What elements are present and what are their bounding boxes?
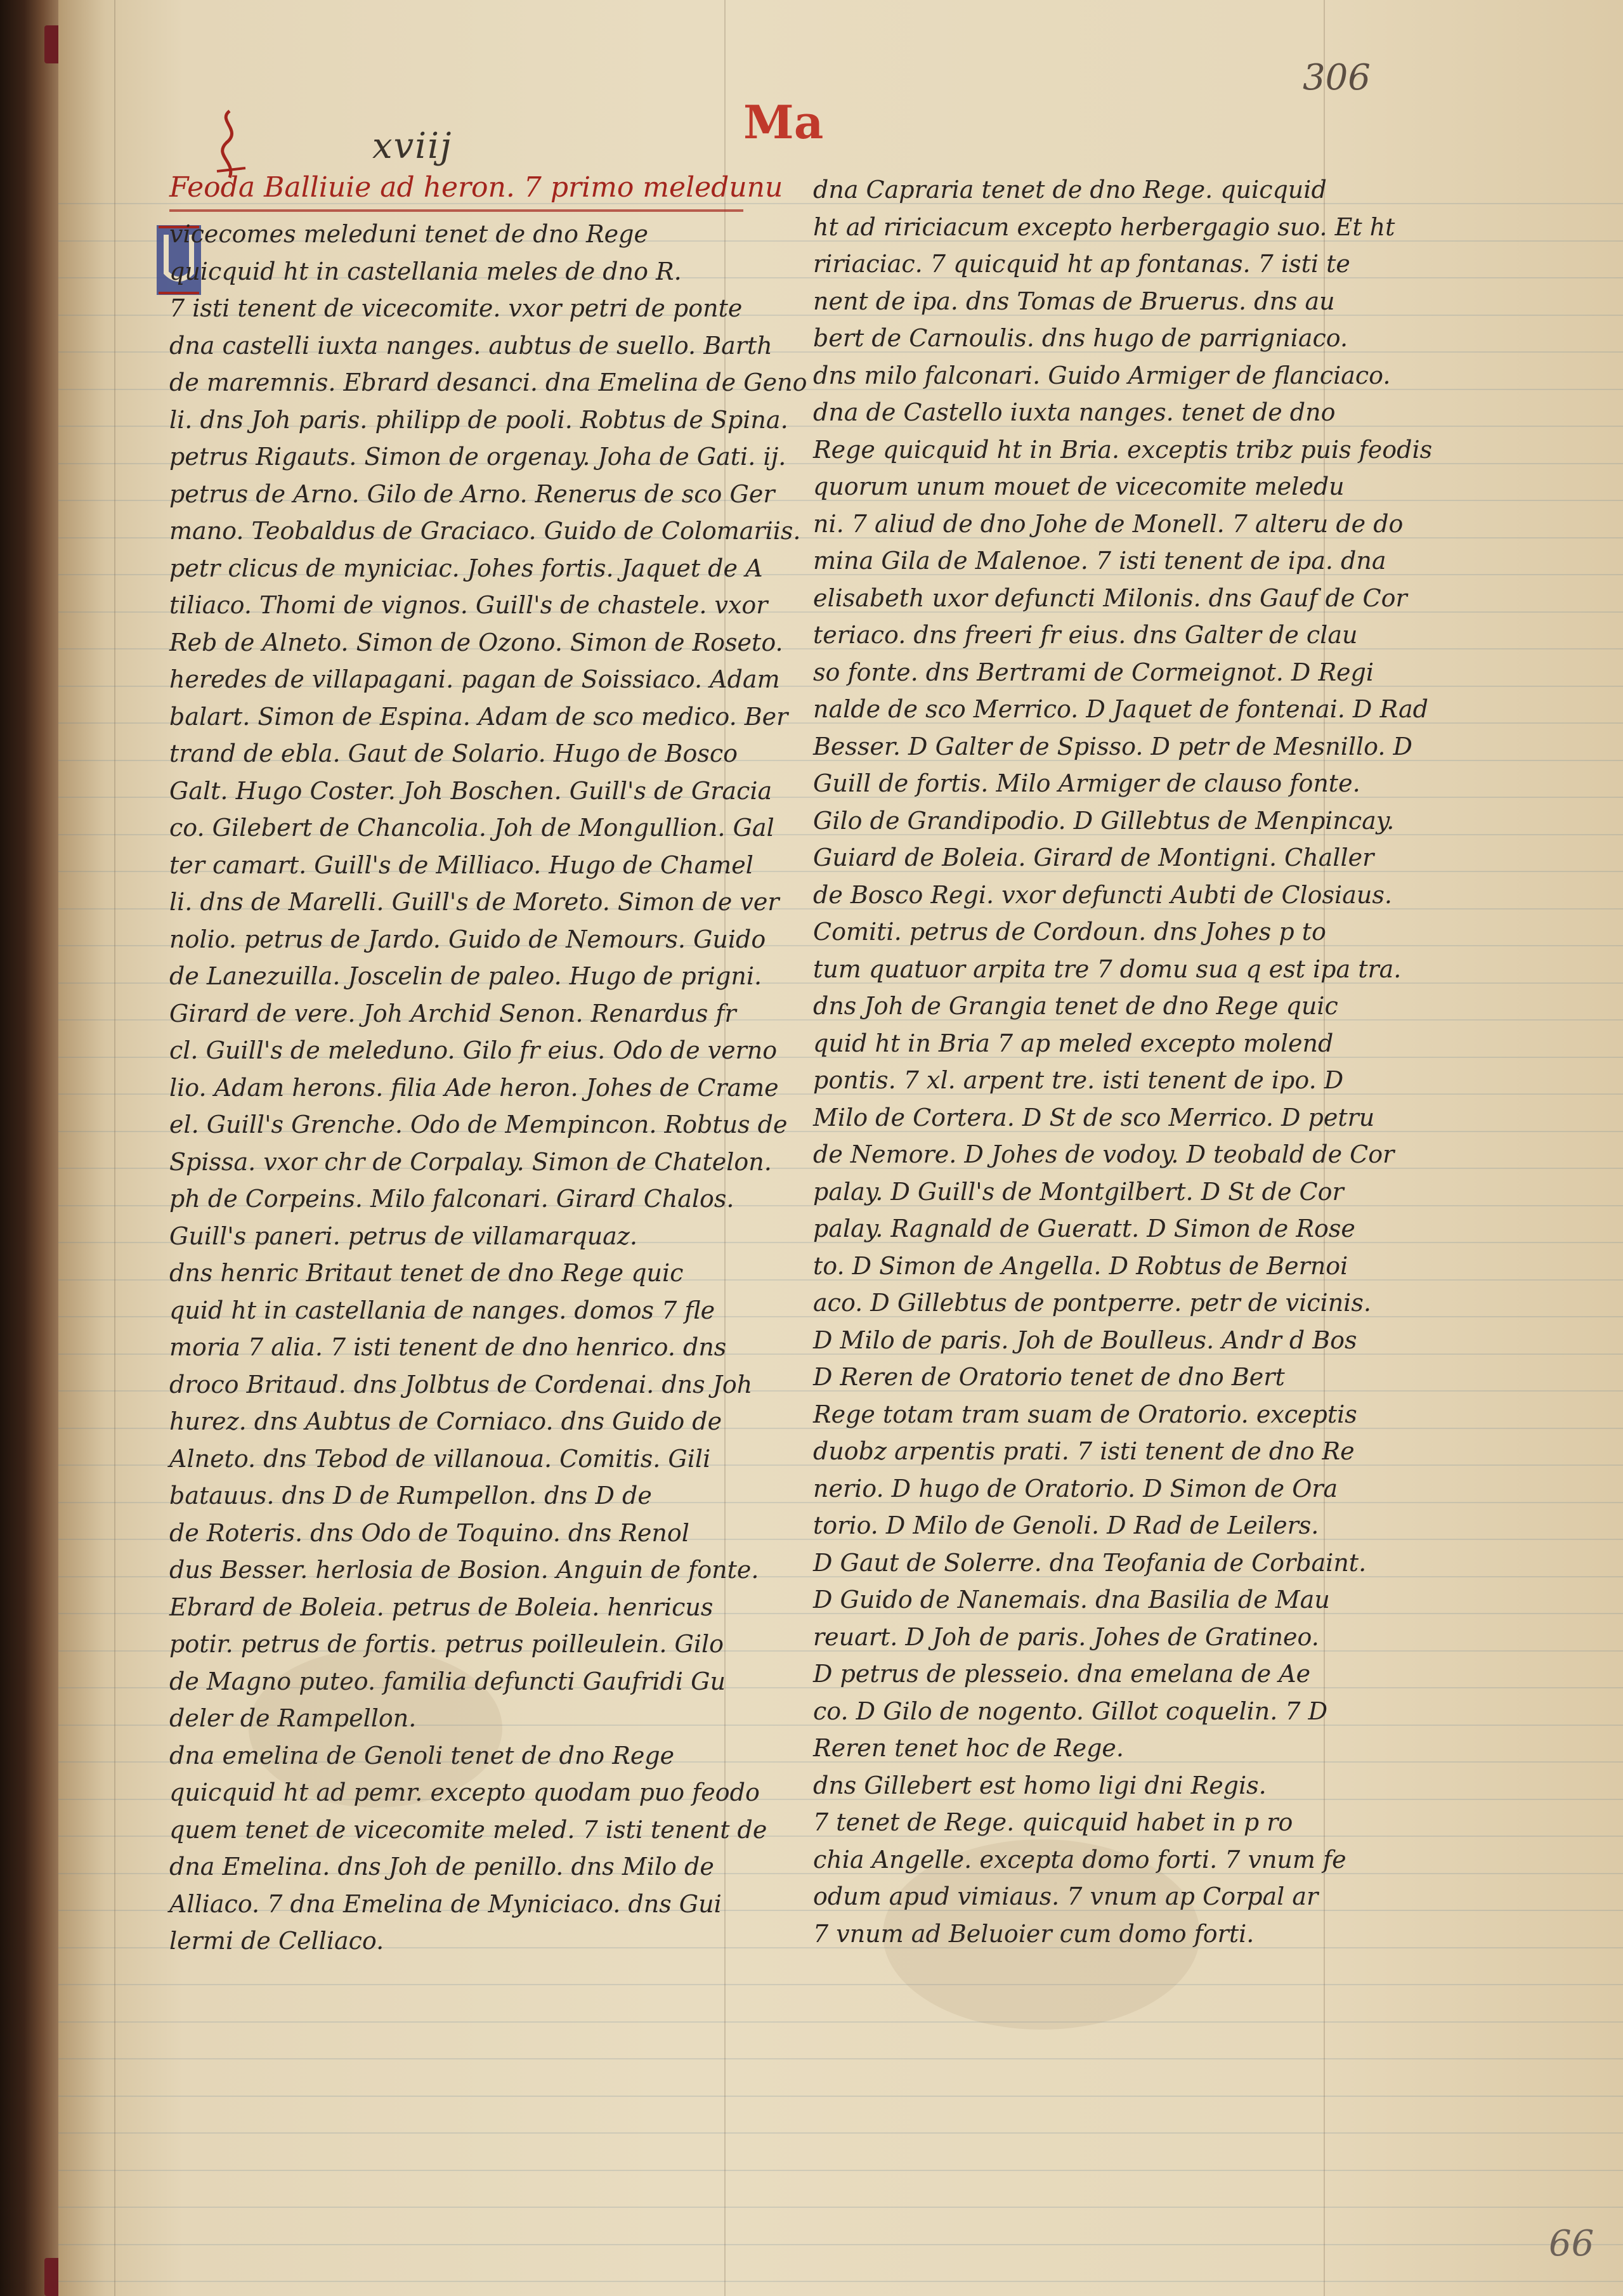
text-line: potir. petrus de fortis. petrus poilleulein. Gilo [169, 1630, 724, 1658]
ruling-line [58, 2281, 1623, 2282]
text-line: bert de Carnoulis. dns hugo de parrigniaco. [813, 324, 1348, 352]
text-line: Spissa. vxor chr de Corpalay. Simon de Chatelon. [169, 1147, 772, 1176]
text-line: el. Guill's Grenche. Odo de Mempincon. Robtus de [169, 1111, 788, 1138]
text-line: elisabeth uxor defuncti Milonis. dns Gauf de Cor [813, 584, 1407, 612]
text-line: mina Gila de Malenoe. 7 isti tenent de ipa. dna [813, 547, 1386, 575]
text-line: Alliaco. 7 dna Emelina de Myniciaco. dns Gui [169, 1889, 722, 1918]
text-line: de maremnis. Ebrard desanci. dna Emelina de Geno [169, 369, 807, 396]
left-text-column [169, 216, 807, 1960]
book-binding [0, 0, 60, 2296]
text-line: nent de ipa. dns Tomas de Bruerus. dns au [813, 287, 1335, 315]
text-line: odum apud vimiaus. 7 vnum ap Corpal ar [813, 1882, 1319, 1910]
text-line: de Roteris. dns Odo de Toquino. dns Renol [169, 1518, 689, 1547]
text-line: ririaciac. 7 quicquid ht ap fontanas. 7 isti te [813, 250, 1350, 278]
text-line: moria 7 alia. 7 isti tenent de dno henrico. dns [169, 1333, 727, 1361]
text-line: Alneto. dns Tebod de villanoua. Comitis. Gili [169, 1444, 711, 1473]
text-line: D Gaut de Solerre. dna Teofania de Corbaint. [813, 1548, 1367, 1577]
text-line: Galt. Hugo Coster. Joh Boschen. Guill's de Gracia [169, 776, 772, 805]
text-line: quid ht in Bria 7 ap meled excepto molend [813, 1029, 1334, 1057]
text-line: torio. D Milo de Genoli. D Rad de Leilers. [813, 1511, 1319, 1539]
folio-number-top: 306 [1303, 57, 1371, 98]
text-line: Guiard de Boleia. Girard de Montigni. Challer [813, 844, 1374, 871]
text-line: Milo de Cortera. D St de sco Merrico. D petru [813, 1103, 1375, 1132]
text-line: Comiti. petrus de Cordoun. dns Johes p to [813, 918, 1326, 946]
text-line: palay. Ragnald de Gueratt. D Simon de Rose [813, 1215, 1355, 1243]
text-line: de Lanezuilla. Joscelin de paleo. Hugo de prigni. [169, 962, 762, 990]
left-margin-rule [114, 0, 115, 2296]
text-line: aco. D Gillebtus de pontperre. petr de vicinis. [813, 1289, 1371, 1317]
text-line: chia Angelle. excepta domo forti. 7 vnum fe [813, 1845, 1346, 1874]
text-line: palay. D Guill's de Montgilbert. D St de Cor [813, 1177, 1344, 1206]
ruling-line [58, 2170, 1623, 2171]
text-line: D petrus de plesseio. dna emelana de Ae [813, 1660, 1311, 1688]
text-line: hurez. dns Aubtus de Corniaco. dns Guido de [169, 1407, 722, 1435]
text-line: dna castelli iuxta nanges. aubtus de suello. Barth [169, 331, 772, 360]
text-line: balart. Simon de Espina. Adam de sco medico. Ber [169, 702, 788, 731]
text-line: trand de ebla. Gaut de Solario. Hugo de Bosco [169, 740, 738, 767]
text-line: de Magno puteo. familia defuncti Gaufridi Gu [169, 1667, 726, 1695]
text-line: ht ad ririciacum excepto herbergagio suo. Et ht [813, 212, 1395, 241]
text-line: quem tenet de vicecomite meled. 7 isti tenent de [169, 1815, 767, 1844]
ruling-line [58, 2244, 1623, 2245]
text-line: nolio. petrus de Jardo. Guido de Nemours. Guido [169, 925, 766, 953]
text-line: Reb de Alneto. Simon de Ozono. Simon de Roseto. [169, 628, 783, 656]
text-line: dna Capraria tenet de dno Rege. quicquid [813, 176, 1327, 204]
text-line: D Milo de paris. Joh de Boulleus. Andr d Bos [813, 1326, 1357, 1354]
text-line: dns henric Britaut tenet de dno Rege quic [169, 1259, 684, 1287]
text-line: Reren tenet hoc de Rege. [813, 1734, 1124, 1762]
text-line: vicecomes meleduni tenet de dno Rege [169, 220, 648, 248]
text-line: Guill's paneri. petrus de villamarquaz. [169, 1222, 637, 1250]
text-line: duobz arpentis prati. 7 isti tenent de dno Re [813, 1437, 1355, 1465]
text-line: batauus. dns D de Rumpellon. dns D de [169, 1482, 652, 1510]
text-line: de Bosco Regi. vxor defuncti Aubti de Closiaus. [813, 880, 1392, 909]
text-line: Besser. D Galter de Spisso. D petr de Mesnillo. D [813, 732, 1412, 760]
text-line: deler de Rampellon. [169, 1704, 417, 1732]
ruling-line [58, 2207, 1623, 2208]
text-line: ter camart. Guill's de Milliaco. Hugo de Chamel [169, 851, 753, 879]
text-line: nerio. D hugo de Oratorio. D Simon de Ora [813, 1474, 1338, 1503]
text-line: pontis. 7 xl. arpent tre. isti tenent de ipo. D [813, 1066, 1344, 1094]
ruling-line [58, 2058, 1623, 2059]
text-line: quicquid ht in castellania meles de dno R. [169, 257, 682, 285]
text-line: droco Britaud. dns Jolbtus de Cordenai. dns Joh [169, 1370, 753, 1399]
text-line: dns milo falconari. Guido Armiger de flanciaco. [813, 361, 1391, 389]
text-line: to. D Simon de Angella. D Robtus de Bernoi [813, 1251, 1348, 1280]
right-text-column [813, 171, 1433, 1952]
text-line: Rege quicquid ht in Bria. exceptis tribz puis feodis [813, 435, 1433, 464]
text-line: lermi de Celliaco. [169, 1927, 384, 1955]
text-line: Girard de vere. Joh Archid Senon. Renardus fr [169, 999, 736, 1027]
text-line: quid ht in castellania de nanges. domos 7 fle [169, 1296, 715, 1324]
text-line: dna de Castello iuxta nanges. tenet de dno [813, 398, 1336, 426]
folio-number-bottom: 66 [1549, 2223, 1594, 2264]
text-line: petrus de Arno. Gilo de Arno. Renerus de sco Ger [169, 479, 775, 508]
ruling-line [58, 2096, 1623, 2097]
text-line: petrus Rigauts. Simon de orgenay. Joha de Gati. ij. [169, 443, 786, 471]
manuscript-page [58, 0, 1623, 2296]
text-line: so fonte. dns Bertrami de Cormeignot. D Regi [813, 658, 1374, 686]
mid-rubric-mark: Ma [743, 95, 824, 149]
text-line: reuart. D Joh de paris. Johes de Gratineo. [813, 1622, 1319, 1651]
text-line: co. D Gilo de nogento. Gillot coquelin. 7 D [813, 1697, 1328, 1725]
text-line: 7 vnum ad Beluoier cum domo forti. [813, 1919, 1255, 1948]
text-line: dna Emelina. dns Joh de penillo. dns Milo de [169, 1853, 714, 1881]
text-line: Ebrard de Boleia. petrus de Boleia. henricus [169, 1593, 714, 1621]
text-line: quorum unum mouet de vicecomite meledu [813, 473, 1345, 500]
text-line: tum quatuor arpita tre 7 domu sua q est ipa tra. [813, 955, 1402, 983]
text-line: Gilo de Grandipodio. D Gillebtus de Menpincay. [813, 806, 1395, 835]
text-line: dus Besser. herlosia de Bosion. Anguin de fonte. [169, 1556, 759, 1584]
text-line: dna emelina de Genoli tenet de dno Rege [169, 1741, 675, 1770]
text-line: heredes de villapagani. pagan de Soissiaco. Adam [169, 665, 780, 693]
text-line: mano. Teobaldus de Graciaco. Guido de Colomariis. [169, 517, 801, 545]
text-line: petr clicus de myniciac. Johes fortis. Jaquet de A [169, 554, 763, 582]
text-line: 7 tenet de Rege. quicquid habet in p ro [813, 1808, 1293, 1836]
text-line: de Nemore. D Johes de vodoy. D teobald de Cor [813, 1140, 1395, 1168]
rubric-underline [169, 209, 743, 212]
ruling-line [58, 1984, 1623, 1985]
text-line: cl. Guill's de meleduno. Gilo fr eius. Odo de verno [169, 1036, 778, 1064]
text-line: quicquid ht ad pemr. excepto quodam puo feodo [169, 1778, 760, 1806]
text-line: nalde de sco Merrico. D Jaquet de fontenai. D Rad [813, 695, 1428, 723]
text-line: ni. 7 aliud de dno Johe de Monell. 7 alteru de do [813, 509, 1404, 538]
text-line: D Reren de Oratorio tenet de dno Bert [813, 1363, 1285, 1391]
text-line: dns Gillebert est homo ligi dni Regis. [813, 1771, 1267, 1799]
text-line: D Guido de Nanemais. dna Basilia de Mau [813, 1586, 1330, 1614]
text-line: 7 isti tenent de vicecomite. vxor petri de ponte [169, 294, 743, 322]
text-line: Guill de fortis. Milo Armiger de clauso fonte. [813, 769, 1360, 797]
text-line: tiliaco. Thomi de vignos. Guill's de chastele. vxor [169, 591, 768, 619]
text-line: co. Gilebert de Chancolia. Joh de Mongullion. Gal [169, 814, 774, 842]
ruling-line [58, 2132, 1623, 2134]
text-line: teriaco. dns freeri fr eius. dns Galter de clau [813, 621, 1358, 649]
ruling-line [58, 2021, 1623, 2023]
text-line: li. dns de Marelli. Guill's de Moreto. Simon de ver [169, 888, 779, 916]
text-line: ph de Corpeins. Milo falconari. Girard Chalos. [169, 1185, 734, 1213]
text-line: lio. Adam herons. filia Ade heron. Johes de Crame [169, 1073, 779, 1102]
quire-mark: xvііj [372, 126, 453, 167]
rubric-title: Feoda Balliuie ad heron. 7 primo meledunu [169, 171, 783, 204]
text-line: dns Joh de Grangia tenet de dno Rege quic [813, 992, 1338, 1020]
text-line: li. dns Joh paris. philipp de pooli. Robtus de Spina. [169, 405, 788, 434]
text-line: Rege totam tram suam de Oratorio. exceptis [813, 1400, 1357, 1428]
